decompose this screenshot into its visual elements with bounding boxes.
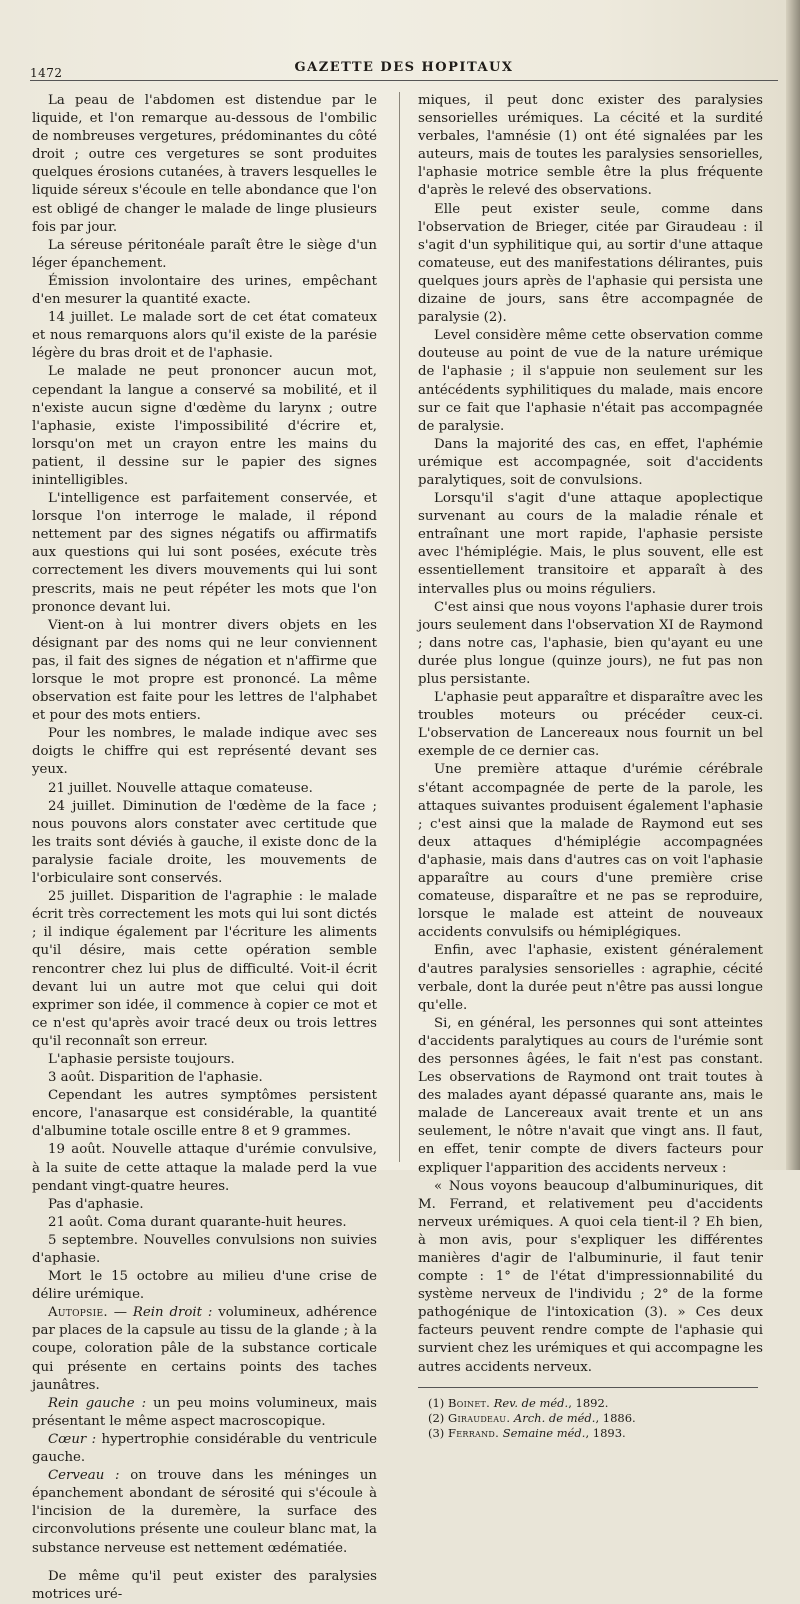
paragraph: L'intelligence est parfaitement conservée, et lorsque l'on interroge le malade, il répond nettement par des signes négatifs ou affirmatifs aux questions qui lui sont posées, exécute très correctement les divers mouvements qui lui sont prescrits, mais ne peut répéter les mots que l'on prononce devant lui. xyxy=(32,491,377,615)
paragraph: 14 juillet. Le malade sort de cet état comateux et nous remarquons alors qu'il existe de la parésie légère du bras droit et de l'aphasie. xyxy=(32,310,377,362)
footnote-rule xyxy=(418,1387,758,1388)
footnote-number: (3) xyxy=(428,1425,445,1440)
paragraph: Le malade ne peut prononcer aucun mot, cependant la langue a conservé sa mobilité, et il n'existe aucun signe d'œdème du larynx ; outre l'aphasie, existe l'impossibilité d'écrire et, lorsqu'on met un crayon entre les mains du patient, il dessine sur le papier des signes inintelligibles. xyxy=(32,364,377,488)
autopsy-paragraph xyxy=(32,1431,377,1467)
paragraph: « Nous voyons beaucoup d'albuminuriques, dit M. Ferrand, et relativement peu d'accidents nerveux urémiques. A quoi cela tient-il ? Eh bien, à mon avis, pour s'expliquer les différentes manières d'agir de l'albuminurie, il faut tenir compte : 1° de l'état d'impressionnabilité du système nerveux de l'individu ; 2° de la forme pathogénique de l'intoxication (3). » Ces deux facteurs peuvent rendre compte de l'aphasie qui survient chez les urémiques et qui accompagne les autres accidents nerveux. xyxy=(418,1178,763,1375)
header-rule xyxy=(30,80,778,81)
paragraph: 19 août. Nouvelle attaque d'urémie convulsive, à la suite de cette attaque la malade perd la vue pendant vingt-quatre heures. xyxy=(32,1142,377,1194)
autopsy-text: volumineux, adhérence par places de la capsule au tissu de la glande ; à la coupe, coloration pâle de la substance corticale qui présente en certains points des taches jaunâtres. xyxy=(32,1305,377,1393)
left-column xyxy=(32,92,377,1604)
autopsy-organ: Rein gauche : xyxy=(48,1395,147,1411)
paragraph: Une première attaque d'urémie cérébrale s'étant accompagnée de perte de la parole, les attaques suivantes produisent également l'aphasie ; c'est ainsi que la malade de Raymond eut ses deux attaques d'hémiplégie accompagnées d'aphasie, mais dans d'autres cas on voit l'aphasie apparaître au cours d'une première crise comateuse, disparaître et ne pas se reproduire, lorsque le malade est atteint de nouveaux accidents convulsifs ou hémiplégiques. xyxy=(418,762,763,941)
footnote-year: , 1893. xyxy=(585,1425,626,1440)
paragraph: 25 juillet. Disparition de l'agraphie : le malade écrit très correctement les mots qui lui sont dictés ; il indique également par l'écriture les aliments qu'il désire, mais cette opération semble rencontrer chez lui plus de difficulté. Voit-il écrit devant lui un autre mot que celui qui doit exprimer son idée, il commence à copier ce mot et ce n'est qu'après avoir tracé deux ou trois lettres qu'il reconnaît son erreur. xyxy=(32,889,377,1049)
footnote xyxy=(428,1396,763,1411)
paragraph: Vient-on à lui montrer divers objets en les désignant par des noms qui ne leur conviennent pas, il fait des signes de négation et n'affirme que lorsque le mot propre est prononcé. La même observation est faite pour les lettres de l'alphabet et pour des mots entiers. xyxy=(32,617,377,724)
paragraph: miques, il peut donc exister des paralysies sensorielles urémiques. La cécité et la surdité verbales, l'amnésie (1) ont été signalées par les auteurs, mais de toutes les paralysies sensorielles, l'aphasie motrice semble être la plus fréquente d'après le relevé des observations. xyxy=(418,93,763,199)
page-header xyxy=(30,58,778,80)
footnotes xyxy=(428,1396,763,1441)
paragraph: 21 juillet. Nouvelle attaque comateuse. xyxy=(48,780,313,796)
footnote-year: , 1892. xyxy=(568,1395,609,1410)
autopsy-text: un peu moins volumineux, mais présentant le même aspect macroscopique. xyxy=(32,1395,378,1429)
autopsy-text: hypertrophie considérable du ventricule gauche. xyxy=(32,1431,377,1466)
paragraph: C'est ainsi que nous voyons l'aphasie durer trois jours seulement dans l'observation XI de Raymond ; dans notre cas, l'aphasie, bien qu'ayant eu une durée plus longue (quinze jours), ne fut pas non plus persistante. xyxy=(418,599,763,687)
footnote-author: Boinet. xyxy=(447,1395,491,1410)
book-spine-edge xyxy=(786,0,800,1170)
paragraph: Elle peut exister seule, comme dans l'observation de Brieger, citée par Giraudeau : il s'agit d'un syphilitique qui, au sortir d'une attaque comateuse, eut des manifestations délirantes, puis quelques jours après de l'aphasie qui persista une dizaine de jours, sans être accompagnée de paralysie (2). xyxy=(418,201,763,326)
paragraph: De même qu'il peut exister des paralysies motrices uré- xyxy=(32,1568,377,1602)
paragraph: 21 août. Coma durant quarante-huit heures. xyxy=(48,1214,347,1230)
autopsy-paragraph xyxy=(32,1304,377,1394)
paragraph: La séreuse péritonéale paraît être le siège d'un léger épanchement. xyxy=(32,237,377,271)
paragraph: 5 septembre. Nouvelles convulsions non suivies d'aphasie. xyxy=(32,1232,377,1266)
paragraph: Émission involontaire des urines, empêchant d'en mesurer la quantité exacte. xyxy=(32,273,377,308)
autopsy-paragraph xyxy=(32,1467,377,1557)
journal-title: GAZETTE DES HOPITAUX xyxy=(294,60,514,75)
footnote-author: Giraudeau. xyxy=(447,1410,511,1425)
footnote-ref: Rev. de méd. xyxy=(490,1395,569,1410)
paragraph: Mort le 15 octobre au milieu d'une crise de délire urémique. xyxy=(32,1269,377,1303)
paragraph: Pas d'aphasie. xyxy=(48,1196,144,1212)
paragraph: Dans la majorité des cas, en effet, l'aphémie urémique est accompagnée, soit d'accidents paralytiques, soit de convulsions. xyxy=(418,436,763,488)
paragraph: L'aphasie persiste toujours. xyxy=(48,1051,235,1067)
autopsy-paragraph xyxy=(32,1395,377,1431)
paragraph: La peau de l'abdomen est distendue par le liquide, et l'on remarque au-dessous de l'ombilic de nombreuses vergetures, prédominantes du côté droit ; outre ces vergetures se sont produites quelques érosions cutanées, à travers lesquelles le liquide séreux s'écoule en telle abondance que l'on est obligé de changer le malade de linge plusieurs fois par jour. xyxy=(32,93,377,235)
paragraph: Cependant les autres symptômes persistent encore, l'anasarque est considérable, la quantité d'albumine totale oscille entre 8 et 9 grammes. xyxy=(32,1088,377,1140)
footnote-year: , 1886. xyxy=(595,1410,636,1425)
footnote xyxy=(428,1411,763,1426)
page-number: 1472 xyxy=(30,66,63,80)
autopsy-dash: — xyxy=(107,1305,133,1321)
footnote-ref: Arch. de méd. xyxy=(510,1410,596,1425)
paragraph: 24 juillet. Diminution de l'œdème de la face ; nous pouvons alors constater avec certitude que les traits sont déviés à gauche, il existe donc de la paralysie faciale droite, les mouvements de l'orbiculaire sont conservés. xyxy=(32,798,377,887)
footnote-number: (1) xyxy=(428,1395,445,1410)
paragraph: 3 août. Disparition de l'aphasie. xyxy=(48,1070,263,1086)
paragraph: Lorsqu'il s'agit d'une attaque apoplectique survenant au cours de la maladie rénale et entraînant une mort rapide, l'aphasie persiste avec l'hémiplégie. Mais, le plus souvent, elle est essentiellement transitoire et apparaît à des intervalles plus ou moins réguliers. xyxy=(418,491,763,597)
paragraph: Pour les nombres, le malade indique avec ses doigts le chiffre qui est représenté devant ses yeux. xyxy=(32,726,377,778)
footnote-ref: Semaine méd. xyxy=(499,1425,586,1440)
right-column xyxy=(418,92,763,1441)
paragraph: Level considère même cette observation comme douteuse au point de vue de la nature urémique de l'aphasie ; il s'appuie non seulement sur les antécédents syphilitiques du malade, mais encore sur ce fait que l'aphasie n'était pas accompagnée de paralysie. xyxy=(418,328,763,434)
footnote-number: (2) xyxy=(428,1410,445,1425)
paragraph: Si, en général, les personnes qui sont atteintes d'accidents paralytiques au cours de l'urémie sont des personnes âgées, le fait n'est pas constant. Les observations de Raymond ont trait toutes à des malades ayant dépassé quarante ans, mais le malade de Lancereaux avait trente et un ans seulement, le nôtre n'avait que vingt ans. Il faut, en effet, tenir compte de divers facteurs pour expliquer l'apparition des accidents nerveux : xyxy=(418,1015,763,1176)
autopsy-organ: Cerveau : xyxy=(48,1468,120,1484)
paragraph: L'aphasie peut apparaître et disparaître avec les troubles moteurs ou précéder ceux-ci. L'observation de Lancereaux nous fournit un bel exemple de ce dernier cas. xyxy=(418,690,763,760)
autopsy-text: on trouve dans les méninges un épanchement abondant de sérosité qui s'écoule à l'incision de la duremère, la surface des circonvolutions présente une couleur blanc mat, la substance nerveuse est nettement œdématiée. xyxy=(32,1468,377,1556)
footnote xyxy=(428,1426,763,1441)
column-divider xyxy=(399,92,400,1162)
autopsy-organ: Cœur : xyxy=(48,1431,97,1447)
autopsy-organ: Rein droit : xyxy=(132,1305,213,1321)
paragraph: Enfin, avec l'aphasie, existent généralement d'autres paralysies sensorielles : agraphie, cécité verbale, dont la durée peut n'être pas aussi longue qu'elle. xyxy=(418,943,763,1013)
footnote-author: Ferrand. xyxy=(447,1425,500,1440)
autopsy-label: Autopsie. xyxy=(48,1305,108,1321)
